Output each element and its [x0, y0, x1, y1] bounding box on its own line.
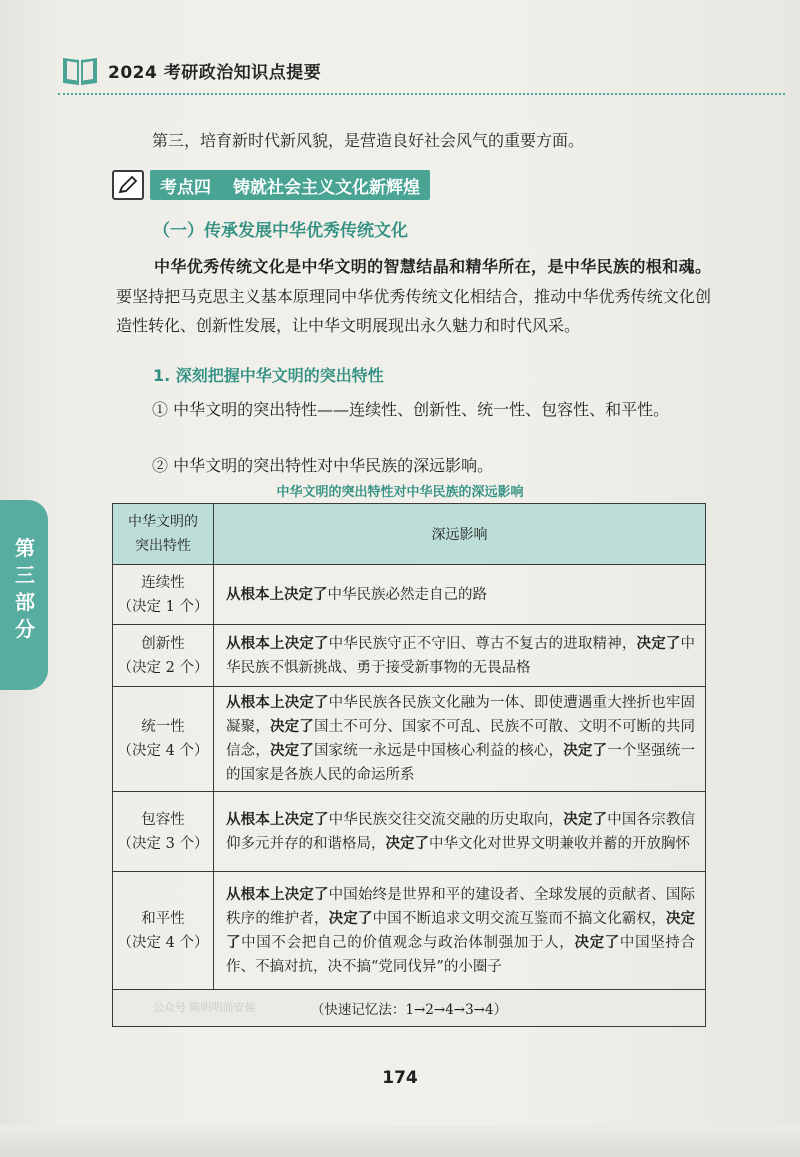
table-body	[113, 565, 706, 990]
header-impact: 深远影响	[214, 504, 706, 565]
trait-name: 连续性	[141, 574, 185, 591]
memo-text: （快速记忆法：1→2→4→3→4）	[113, 990, 706, 1027]
page-bottom-edge	[0, 1125, 800, 1157]
impact-text: 中华民族守正不守旧、尊古不复古的进取精神，	[328, 635, 637, 652]
impact-text: 中华文化对世界文明兼收并蓄的开放胸怀	[429, 835, 690, 852]
intro-rest-text: 要坚持把马克思主义基本原理同中华优秀传统文化相结合，推动中华优秀传统文化创造性转化、创新性发展，让中华文明展现出永久魅力和时代风采。	[116, 286, 711, 335]
table-header-row	[113, 504, 706, 565]
table-row	[113, 625, 706, 687]
impact-text: 中华民族必然走自己的路	[327, 586, 487, 603]
impact-keyword: 从根本上决定了	[226, 695, 329, 711]
impact-keyword: 决定了	[563, 743, 608, 759]
impact-text: 一个坚强统一的国家是各族人民的命运所系	[226, 743, 696, 783]
impact-keyword: 决定了	[226, 910, 696, 951]
key-point-label: 考点四	[160, 177, 211, 198]
traits-table	[112, 503, 706, 1027]
table-caption: 中华文明的突出特性对中华民族的深远影响	[276, 485, 524, 500]
key-point-title-bar	[150, 170, 430, 200]
header-title: 2024 考研政治知识点提要	[108, 62, 322, 83]
impact-keyword: 从根本上决定了	[226, 811, 329, 828]
trait-cell	[113, 792, 214, 872]
trait-cell	[113, 625, 214, 687]
page-number: 174	[382, 1068, 418, 1088]
watermark-text: 公众号 陈明明面安候	[153, 1001, 256, 1014]
impact-cell	[214, 872, 706, 990]
page-header	[60, 50, 321, 90]
impact-cell	[214, 625, 706, 687]
header-trait-line1: 中华文明的	[128, 514, 198, 530]
impact-text: 中华民族不惧新挑战、勇于接受新事物的无畏品格	[226, 635, 696, 676]
impact-keyword: 决定了	[269, 743, 314, 759]
trait-name: 包容性	[141, 811, 185, 828]
impact-text: 中华民族交往交流交融的历史取向，	[328, 811, 564, 828]
table-row	[113, 687, 706, 792]
impact-text: 中国坚持合作、不搞对抗，决不搞“党同伐异”的小圈子	[226, 934, 696, 975]
impact-text: 中国不会把自己的价值观念与政治体制强加于人，	[241, 934, 575, 951]
impact-keyword: 决定了	[385, 835, 429, 852]
open-book-icon	[60, 53, 100, 87]
trait-name: 和平性	[141, 910, 185, 927]
trait-name: 创新性	[141, 635, 185, 652]
impact-cell	[214, 792, 706, 872]
table-row	[113, 872, 706, 990]
side-tab-label: 第三部分	[15, 536, 35, 641]
impact-keyword: 决定了	[328, 910, 373, 927]
impact-keyword: 决定了	[574, 934, 620, 951]
key-point-banner	[112, 170, 430, 200]
impact-text: 中国各宗教信仰多元并存的和谐格局，	[226, 811, 696, 852]
impact-keyword: 从根本上决定了	[226, 635, 329, 652]
header-trait	[113, 504, 214, 565]
trait-count: （决定 3 个）	[117, 835, 209, 852]
paragraph-text: 第三，培育新时代新风貌，是营造良好社会风气的重要方面。	[152, 131, 585, 150]
impact-keyword: 决定了	[636, 635, 681, 652]
trait-cell	[113, 687, 214, 792]
pencil-icon	[118, 176, 138, 194]
impact-text: 国家统一永远是中国核心利益的核心，	[313, 743, 564, 759]
impact-keyword: 从根本上决定了	[226, 886, 329, 903]
header-divider	[58, 93, 785, 95]
pencil-icon-box	[112, 170, 144, 200]
table-row	[113, 565, 706, 625]
trait-name: 统一性	[141, 719, 185, 735]
impact-cell	[214, 687, 706, 792]
intro-bold-text: 中华优秀传统文化是中华文明的智慧结晶和精华所在，是中华民族的根和魂。	[154, 257, 711, 276]
impact-cell	[214, 565, 706, 625]
trait-count: （决定 2 个）	[117, 659, 209, 676]
trait-cell	[113, 565, 214, 625]
trait-count: （决定 4 个）	[117, 934, 209, 951]
intro-paragraph	[116, 252, 711, 341]
trait-cell	[113, 872, 214, 990]
trait-count: （决定 4 个）	[117, 743, 209, 759]
impact-keyword: 决定了	[563, 811, 608, 828]
impact-keyword: 决定了	[269, 719, 314, 735]
section-heading: （一）传承发展中华优秀传统文化	[153, 221, 408, 241]
subsection-heading: 1. 深刻把握中华文明的突出特性	[153, 366, 384, 385]
impact-keyword: 从根本上决定了	[226, 586, 328, 603]
impact-text: 国土不可分、国家不可乱、民族不可散、文明不可断的共同信念，	[226, 719, 695, 759]
header-trait-line2: 突出特性	[135, 538, 191, 554]
impact-text: 中华民族各民族文化融为一体、即使遭遇重大挫折也牢固凝聚，	[226, 695, 696, 735]
point-item: ① 中华文明的突出特性——连续性、创新性、统一性、包容性、和平性。	[152, 400, 670, 419]
impact-text: 中国始终是世界和平的建设者、全球发展的贡献者、国际秩序的维护者，	[226, 886, 696, 927]
trait-count: （决定 1 个）	[117, 598, 209, 615]
impact-text: 中国不断追求文明交流互鉴而不搞文化霸权，	[372, 910, 666, 927]
table-row	[113, 792, 706, 872]
key-point-title: 铸就社会主义文化新辉煌	[233, 177, 420, 198]
point-item: ② 中华文明的突出特性对中华民族的深远影响。	[152, 456, 494, 475]
